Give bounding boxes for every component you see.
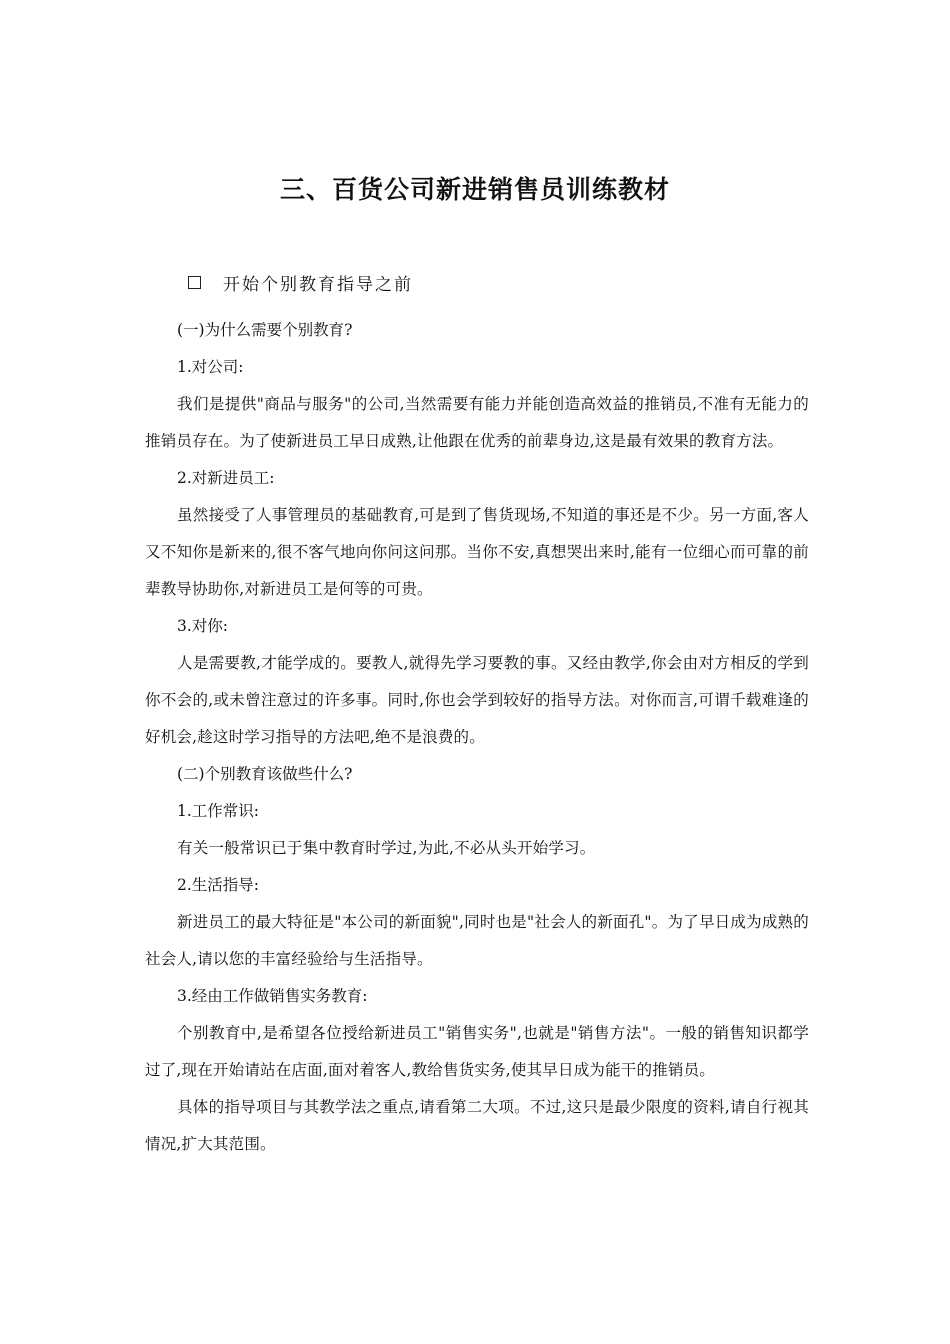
subheading: 1.工作常识: bbox=[177, 802, 260, 820]
paragraph: 有关一般常识已于集中教育时学过,为此,不必从头开始学习。 bbox=[177, 839, 596, 857]
paragraph: 新进员工的最大特征是"本公司的新面貌",同时也是"社会人的新面孔"。为了早日成为成熟的社会人,请以您的丰富经验给与生活指导。 bbox=[145, 913, 809, 968]
paragraph: 我们是提供"商品与服务"的公司,当然需要有能力并能创造高效益的推销员,不准有无能力的推销员存在。为了使新进员工早日成熟,让他跟在优秀的前辈身边,这是最有效果的教育方法。 bbox=[145, 395, 809, 450]
subheading: 2.对新进员工: bbox=[177, 469, 275, 487]
document-body bbox=[145, 312, 809, 1163]
paragraph: 具体的指导项目与其教学法之重点,请看第二大项。不过,这只是最少限度的资料,请自行视其情况,扩大其范围。 bbox=[145, 1098, 809, 1153]
section-heading bbox=[188, 270, 413, 295]
section-heading-label: 开始个别教育指导之前 bbox=[223, 275, 413, 295]
subheading: (二)个别教育该做些什么? bbox=[177, 765, 353, 783]
page-title: 三、百货公司新进销售员训练教材 bbox=[279, 175, 670, 204]
subheading: 3.对你: bbox=[177, 617, 229, 635]
subheading: (一)为什么需要个别教育? bbox=[177, 321, 353, 339]
paragraph: 虽然接受了人事管理员的基础教育,可是到了售货现场,不知道的事还是不少。另一方面,客人又不知你是新来的,很不客气地向你问这问那。当你不安,真想哭出来时,能有一位细心而可靠的前辈教导协助你,对新进员工是何等的可贵。 bbox=[145, 506, 809, 598]
paragraph: 个别教育中,是希望各位授给新进员工"销售实务",也就是"销售方法"。一般的销售知识都学过了,现在开始请站在店面,面对着客人,教给售货实务,使其早日成为能干的推销员。 bbox=[145, 1024, 809, 1079]
subheading: 3.经由工作做销售实务教育: bbox=[177, 987, 368, 1005]
subheading: 2.生活指导: bbox=[177, 876, 260, 894]
checkbox-icon bbox=[188, 276, 201, 289]
paragraph: 人是需要教,才能学成的。要教人,就得先学习要教的事。又经由教学,你会由对方相反的学到你不会的,或未曾注意过的许多事。同时,你也会学到较好的指导方法。对你而言,可谓千载难逢的好机会,趁这时学习指导的方法吧,绝不是浪费的。 bbox=[145, 654, 809, 746]
subheading: 1.对公司: bbox=[177, 358, 244, 376]
